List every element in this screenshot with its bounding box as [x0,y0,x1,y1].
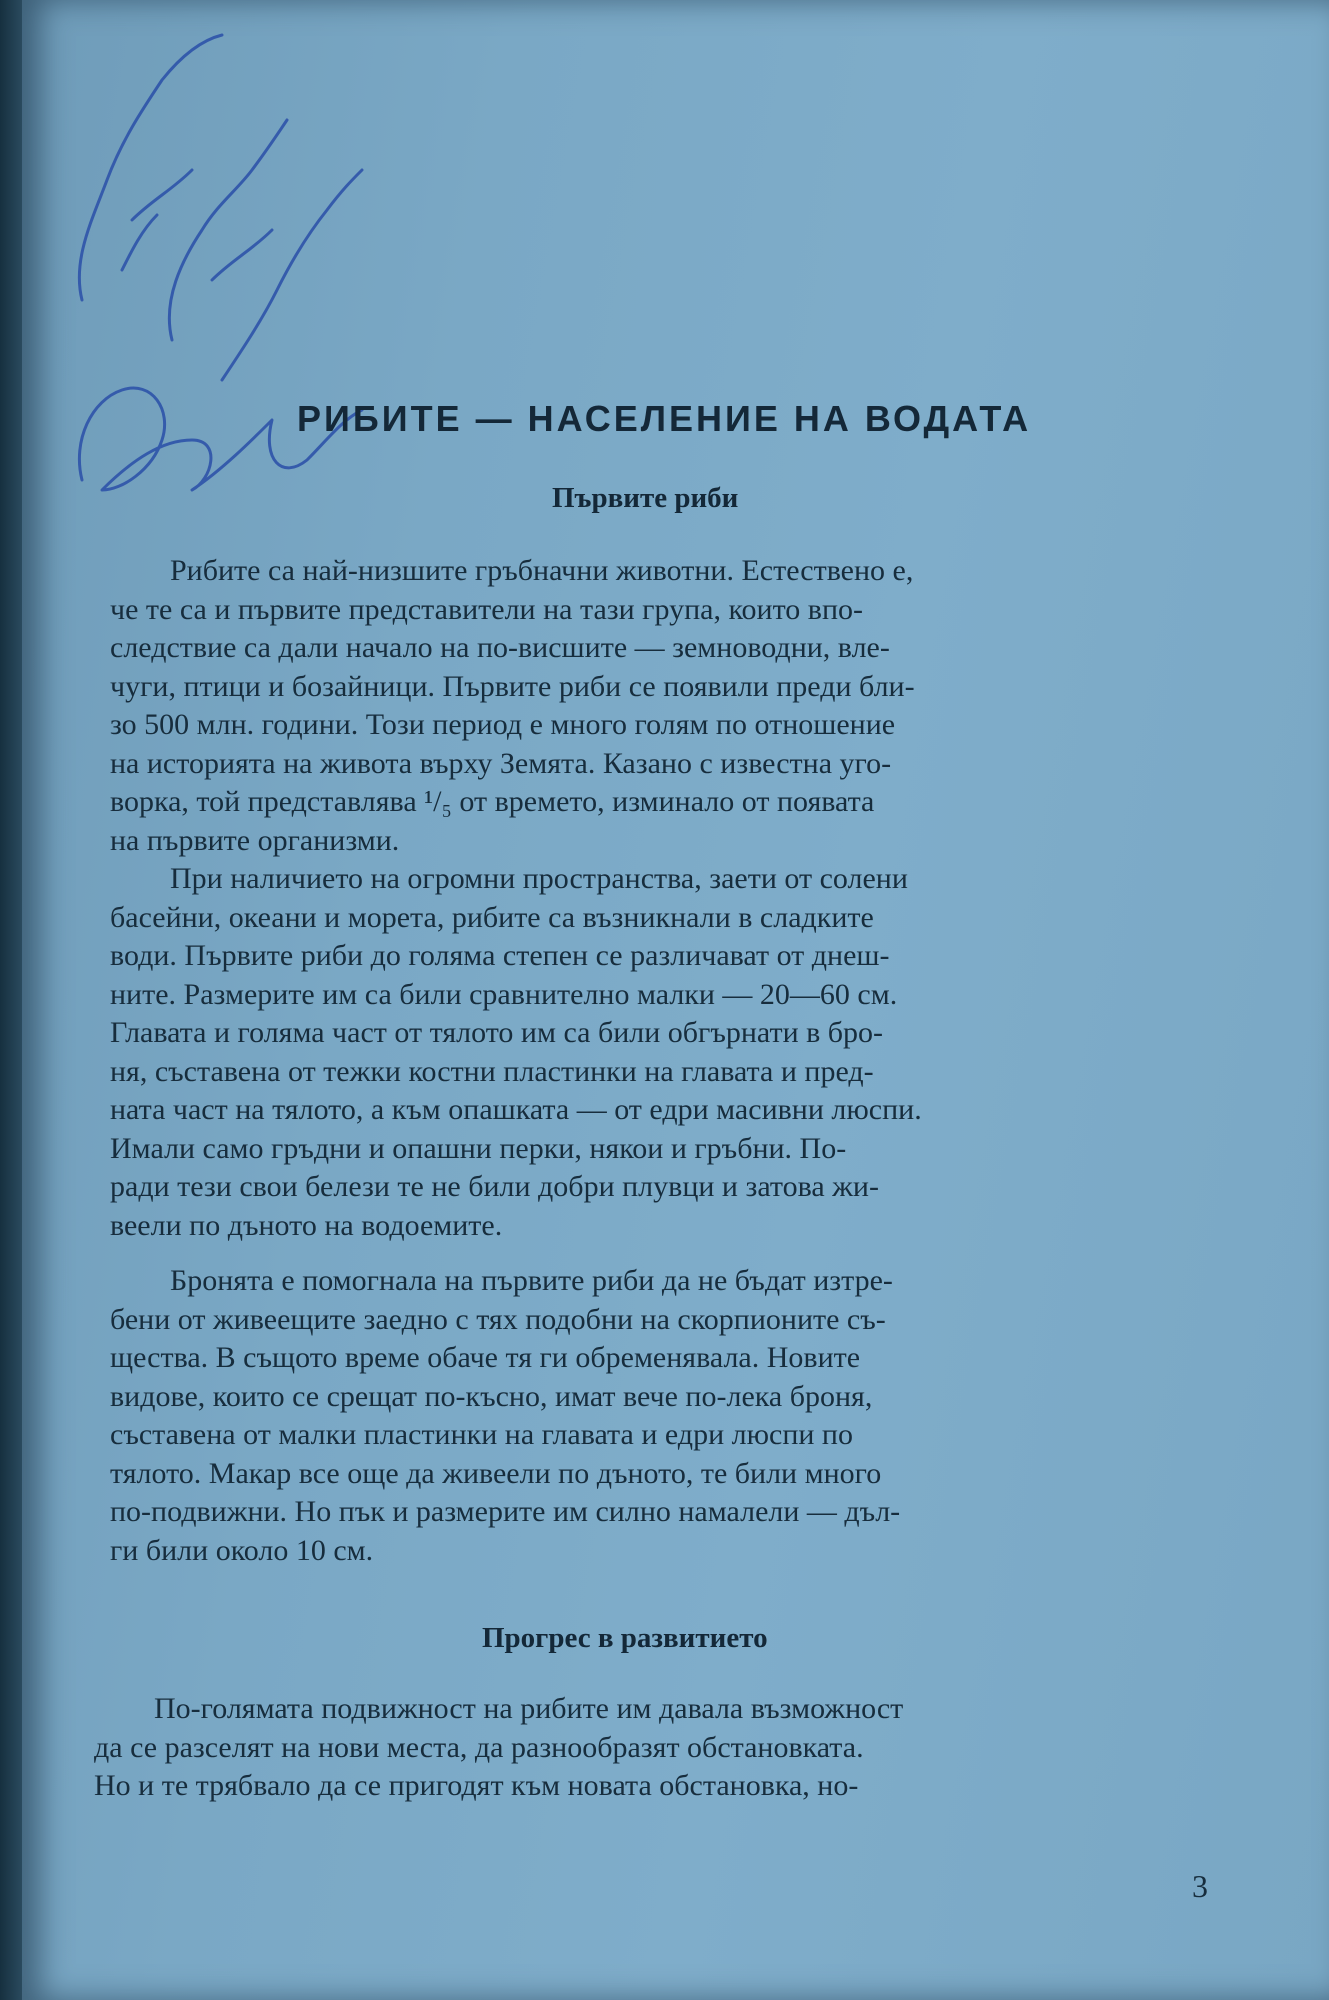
text-line: на първите организми. [110,823,400,857]
paragraph [110,860,1245,1245]
text-line: води. Първите риби до голяма степен се различават от днеш- [110,939,890,972]
text-line: По-голямата подвижност на рибите им давала възможност [154,1692,904,1725]
text-line: следствие са дали начало на по-висшите — земноводни, вле- [110,631,890,664]
text-line: бени от живеещите заедно с тях подобни на скорпионите съ- [110,1302,886,1336]
text-line: ворка, той представлява ¹/₅ от времето, изминало от появата [110,785,875,818]
text-line: веели по дъното на водоемите. [110,1208,503,1242]
text-line: ги били около 10 см. [110,1533,374,1567]
text-line: по-подвижни. Но пък и размерите им силно намалели — дъл- [110,1495,901,1528]
text-line: Главата и голяма част от тялото им са били обгърнати в бро- [110,1016,884,1049]
text-line: видове, които се срещат по-късно, имат вече по-лека броня, [110,1379,873,1413]
text-line: Имали само гръдни и опашни перки, някои и гръбни. По- [110,1131,847,1165]
text-line: ради тези свои белези те не били добри плувци и затова жи- [110,1170,879,1203]
text-line: зо 500 млн. години. Този период е много голям по отношение [110,708,896,741]
text-line: на историята на живота върху Земята. Казано с известна уго- [110,746,892,780]
paragraph [110,552,1245,860]
book-gutter [0,0,22,2000]
text-line: щества. В същото време обаче тя ги обременявала. Новите [110,1341,861,1374]
text-line: Но и те трябвало да се пригодят към новата обстановка, но- [94,1769,859,1802]
handwritten-inscription [62,20,382,540]
text-line: че те са и първите представители на тази група, които впо- [110,592,863,626]
text-line: Бронята е помогнала на първите риби да не бъдат изтре- [170,1264,893,1297]
text-line: ня, съставена от тежки костни пластинки на главата и пред- [110,1054,874,1088]
text-line: ните. Размерите им са били сравнително малки — 20—60 см. [110,977,898,1011]
text-line: чуги, птици и бозайници. Първите риби се появили преди бли- [110,669,915,703]
section-heading: Прогрес в развитието [482,1622,768,1654]
text-line: Рибите са най-низшите гръбначни животни. Естествено е, [170,554,914,587]
paragraph [94,1690,1219,1806]
text-line: тялото. Макар все още да живеели по дъното, те били много [110,1456,882,1490]
text-line: съставена от малки пластинки на главата и едри люспи по [110,1418,853,1451]
text-line: да се разселят на нови места, да разнообразят обстановката. [94,1730,864,1764]
text-line: басейни, океани и морета, рибите са възникнали в сладките [110,900,874,934]
page-number: 3 [1192,1868,1208,1904]
book-page [22,0,1329,2000]
section-heading: Първите риби [552,482,739,514]
page-title: РИБИТЕ — НАСЕЛЕНИЕ НА ВОДАТА [297,398,1032,439]
text-line: При наличието на огромни пространства, заети от солени [170,862,908,895]
text-line: ната част на тялото, а към опашката — от едри масивни люспи. [110,1093,922,1126]
paragraph [110,1262,1245,1570]
